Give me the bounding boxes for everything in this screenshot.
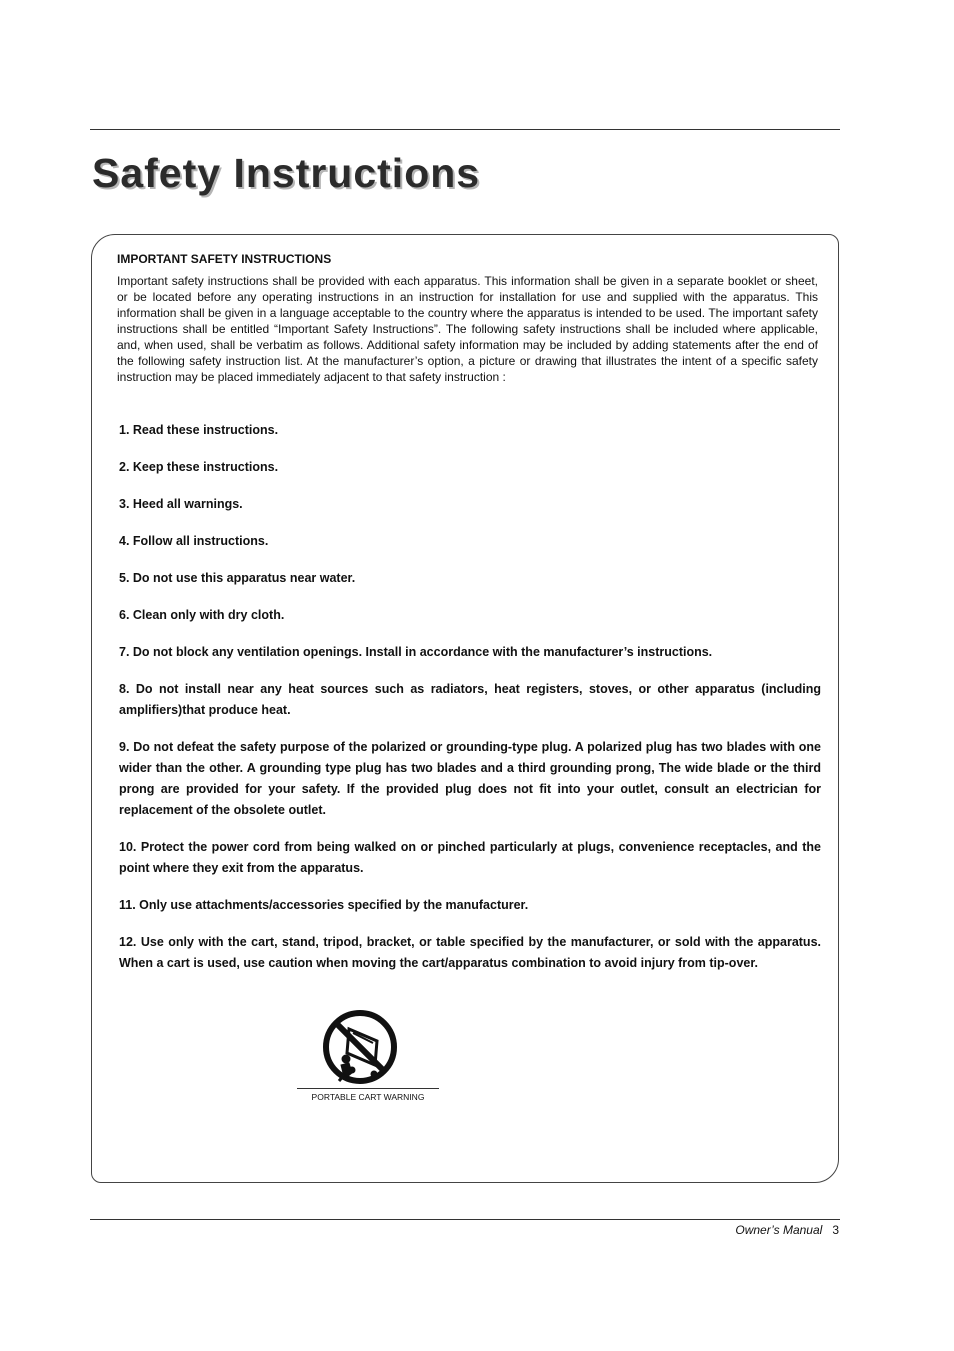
intro-paragraph: Important safety instructions shall be provided with each apparatus. This information shall be given in a separate booklet or sheet, or be located before any operating instructions in an instruction for installation for use and supplied with the apparatus. This information shall be given in a language acceptable to the country where the apparatus is intended to be used. The important safety instructions shall be entitled “Important Safety Instructions”. The following safety instructions shall be included where applicable, and, when used, shall be verbatim as follows. Additional safety information may be included by adding statements after the end of the following safety instruction list. At the manufacturer’s option, a picture or drawing that illustrates the intent of a specific safety instruction may be placed immediately adjacent to that safety instruction : <box>117 274 818 384</box>
page-number: 3 <box>832 1223 839 1237</box>
page-footer <box>735 1223 839 1237</box>
portable-cart-warning-icon <box>319 1007 399 1087</box>
instruction-item: 5. Do not use this apparatus near water. <box>119 571 356 585</box>
instruction-item: 3. Heed all warnings. <box>119 497 243 511</box>
instruction-item: 4. Follow all instructions. <box>119 534 269 548</box>
instruction-item: 7. Do not block any ventilation openings. Install in accordance with the manufacturer’s instructions. <box>119 645 713 659</box>
instruction-item: 8. Do not install near any heat sources such as radiators, heat registers, stoves, or other apparatus (including amplifiers)that produce heat. <box>119 682 821 717</box>
instruction-item: 12. Use only with the cart, stand, tripod, bracket, or table specified by the manufacturer, or sold with the apparatus. When a cart is used, use caution when moving the cart/apparatus combination to avoid injury from tip-over. <box>119 935 821 970</box>
figure-caption: PORTABLE CART WARNING <box>311 1092 425 1102</box>
safety-instructions-list <box>119 420 821 990</box>
cart-warning-figure <box>297 1007 439 1107</box>
instruction-item: 11. Only use attachments/accessories specified by the manufacturer. <box>119 898 529 912</box>
page-title: Safety Instructions <box>92 150 481 196</box>
footer-rule <box>90 1219 840 1220</box>
instruction-item: 10. Protect the power cord from being walked on or pinched particularly at plugs, convenience receptacles, and the point where they exit from the apparatus. <box>119 840 821 875</box>
instruction-item: 6. Clean only with dry cloth. <box>119 608 285 622</box>
instruction-item: 1. Read these instructions. <box>119 423 279 437</box>
instruction-item: 2. Keep these instructions. <box>119 460 279 474</box>
figure-caption-rule <box>297 1088 439 1089</box>
instruction-item: 9. Do not defeat the safety purpose of the polarized or grounding-type plug. A polarized plug has two blades with one wider than the other. A grounding type plug has two blades and a third grounding prong, The wide blade or the third prong are provided for your safety. If the provided plug does not fit into your outlet, consult an electrician for replacement of the obsolete outlet. <box>119 740 821 817</box>
intro-heading: IMPORTANT SAFETY INSTRUCTIONS <box>117 252 332 266</box>
footer-label: Owner’s Manual <box>735 1223 823 1237</box>
header-rule <box>90 129 840 130</box>
